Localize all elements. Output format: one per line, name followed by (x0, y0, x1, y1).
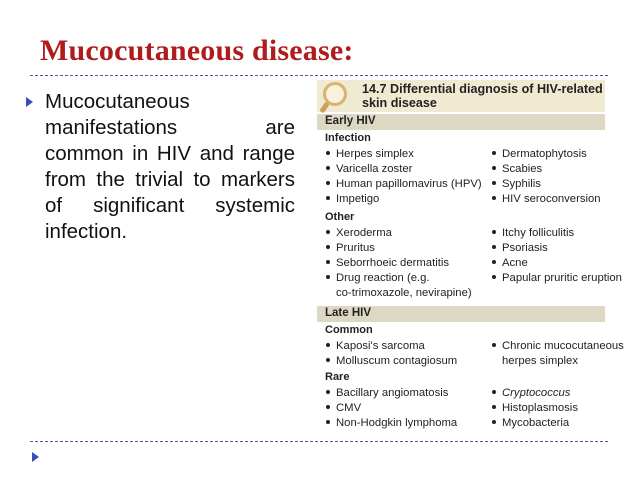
list-item-continuation: herpes simplex (502, 355, 578, 367)
list-item: Xeroderma (326, 226, 392, 240)
list-item: Non-Hodgkin lymphoma (326, 416, 457, 430)
list-item-continuation: co-trimoxazole, nevirapine) (336, 287, 472, 299)
late-hiv-header (317, 306, 605, 322)
common-label: Common (325, 324, 373, 336)
list-item: Molluscum contagiosum (326, 354, 457, 368)
magnifier-handle (319, 102, 329, 114)
list-item: Varicella zoster (326, 162, 412, 176)
bottom-divider (30, 441, 608, 442)
list-item: Cryptococcus (492, 386, 570, 400)
early-hiv-label: Early HIV (325, 115, 376, 127)
list-item: Pruritus (326, 241, 375, 255)
differential-diagnosis-table (317, 80, 624, 432)
list-item: Impetigo (326, 192, 379, 206)
list-item: Herpes simplex (326, 147, 414, 161)
list-item: Chronic mucocutaneous (492, 339, 624, 353)
top-divider (30, 75, 608, 76)
list-item: Acne (492, 256, 528, 270)
list-item: Kaposi's sarcoma (326, 339, 425, 353)
list-item: Syphilis (492, 177, 541, 191)
table-title-line-1: 14.7 Differential diagnosis of HIV-related (362, 82, 603, 96)
list-item: Papular pruritic eruption (492, 271, 622, 285)
table-header (317, 80, 605, 112)
list-item: Dermatophytosis (492, 147, 587, 161)
late-hiv-label: Late HIV (325, 307, 372, 319)
slide-title: Mucocutaneous disease: (40, 34, 354, 67)
list-item: Human papillomavirus (HPV) (326, 177, 482, 191)
list-item: Psoriasis (492, 241, 548, 255)
bullet-arrow-icon (32, 452, 39, 462)
rare-label: Rare (325, 371, 350, 383)
other-label: Other (325, 211, 355, 223)
list-item: Itchy folliculitis (492, 226, 574, 240)
bullet-arrow-icon (26, 97, 33, 107)
list-item: Mycobacteria (492, 416, 569, 430)
list-item: Bacillary angiomatosis (326, 386, 448, 400)
infection-label: Infection (325, 132, 371, 144)
table-title (362, 82, 603, 110)
table-title-line-2: skin disease (362, 96, 437, 110)
list-item: CMV (326, 401, 361, 415)
early-hiv-header (317, 114, 605, 130)
list-item: Histoplasmosis (492, 401, 578, 415)
bullet-text: Mucocutaneous manifestations are common in HIV and range from the trivial to markers of significant systemic infection. (45, 90, 295, 243)
list-item: HIV seroconversion (492, 192, 601, 206)
list-item: Scabies (492, 162, 542, 176)
list-item: Drug reaction (e.g. (326, 271, 430, 285)
list-item: Seborrhoeic dermatitis (326, 256, 449, 270)
